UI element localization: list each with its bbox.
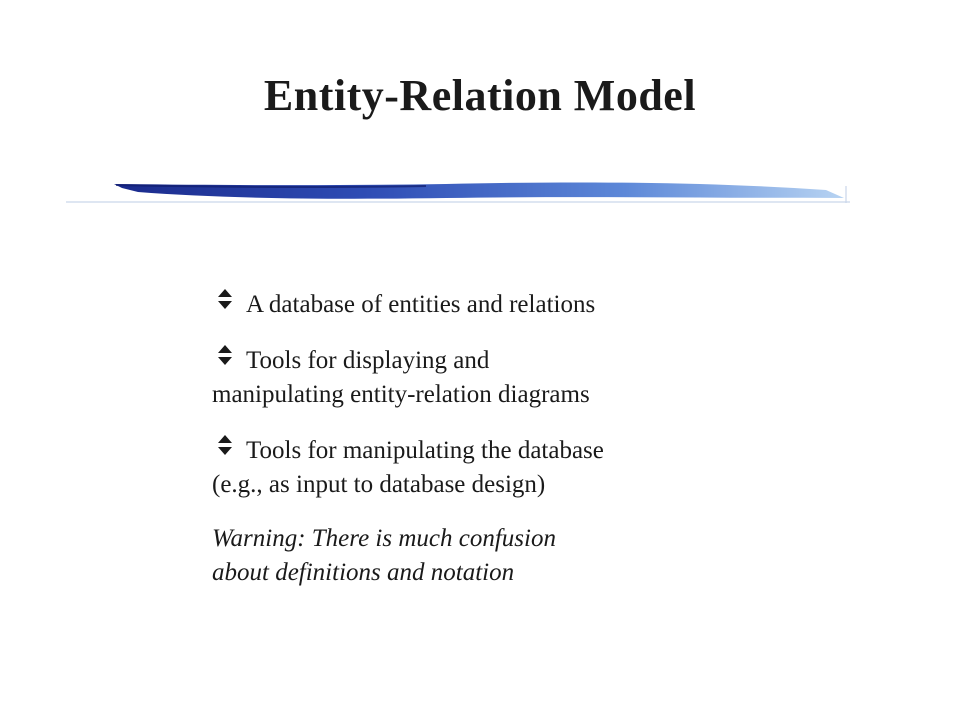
- bullet-text: A database of entities and relations: [246, 291, 596, 318]
- title-underline-brushstroke: [66, 176, 850, 208]
- warning-text: Warning: There is much confusion: [212, 525, 556, 552]
- bullet-text: Tools for manipulating the database: [246, 437, 604, 464]
- bullet-item: [212, 342, 752, 412]
- bullet-list: [212, 286, 752, 590]
- up-down-triangle-icon: [215, 342, 235, 370]
- bullet-text-continuation: (e.g., as input to database design): [212, 471, 546, 498]
- warning-note: [212, 522, 752, 590]
- up-down-triangle-icon: [215, 432, 235, 460]
- bullet-item: [212, 286, 752, 322]
- up-down-triangle-icon: [215, 286, 235, 314]
- bullet-text: Tools for displaying and: [246, 347, 490, 374]
- slide-title: Entity-Relation Model: [263, 71, 697, 120]
- bullet-item: [212, 432, 752, 502]
- bullet-text-continuation: manipulating entity-relation diagrams: [212, 381, 590, 408]
- warning-text-continuation: about definitions and notation: [212, 559, 515, 586]
